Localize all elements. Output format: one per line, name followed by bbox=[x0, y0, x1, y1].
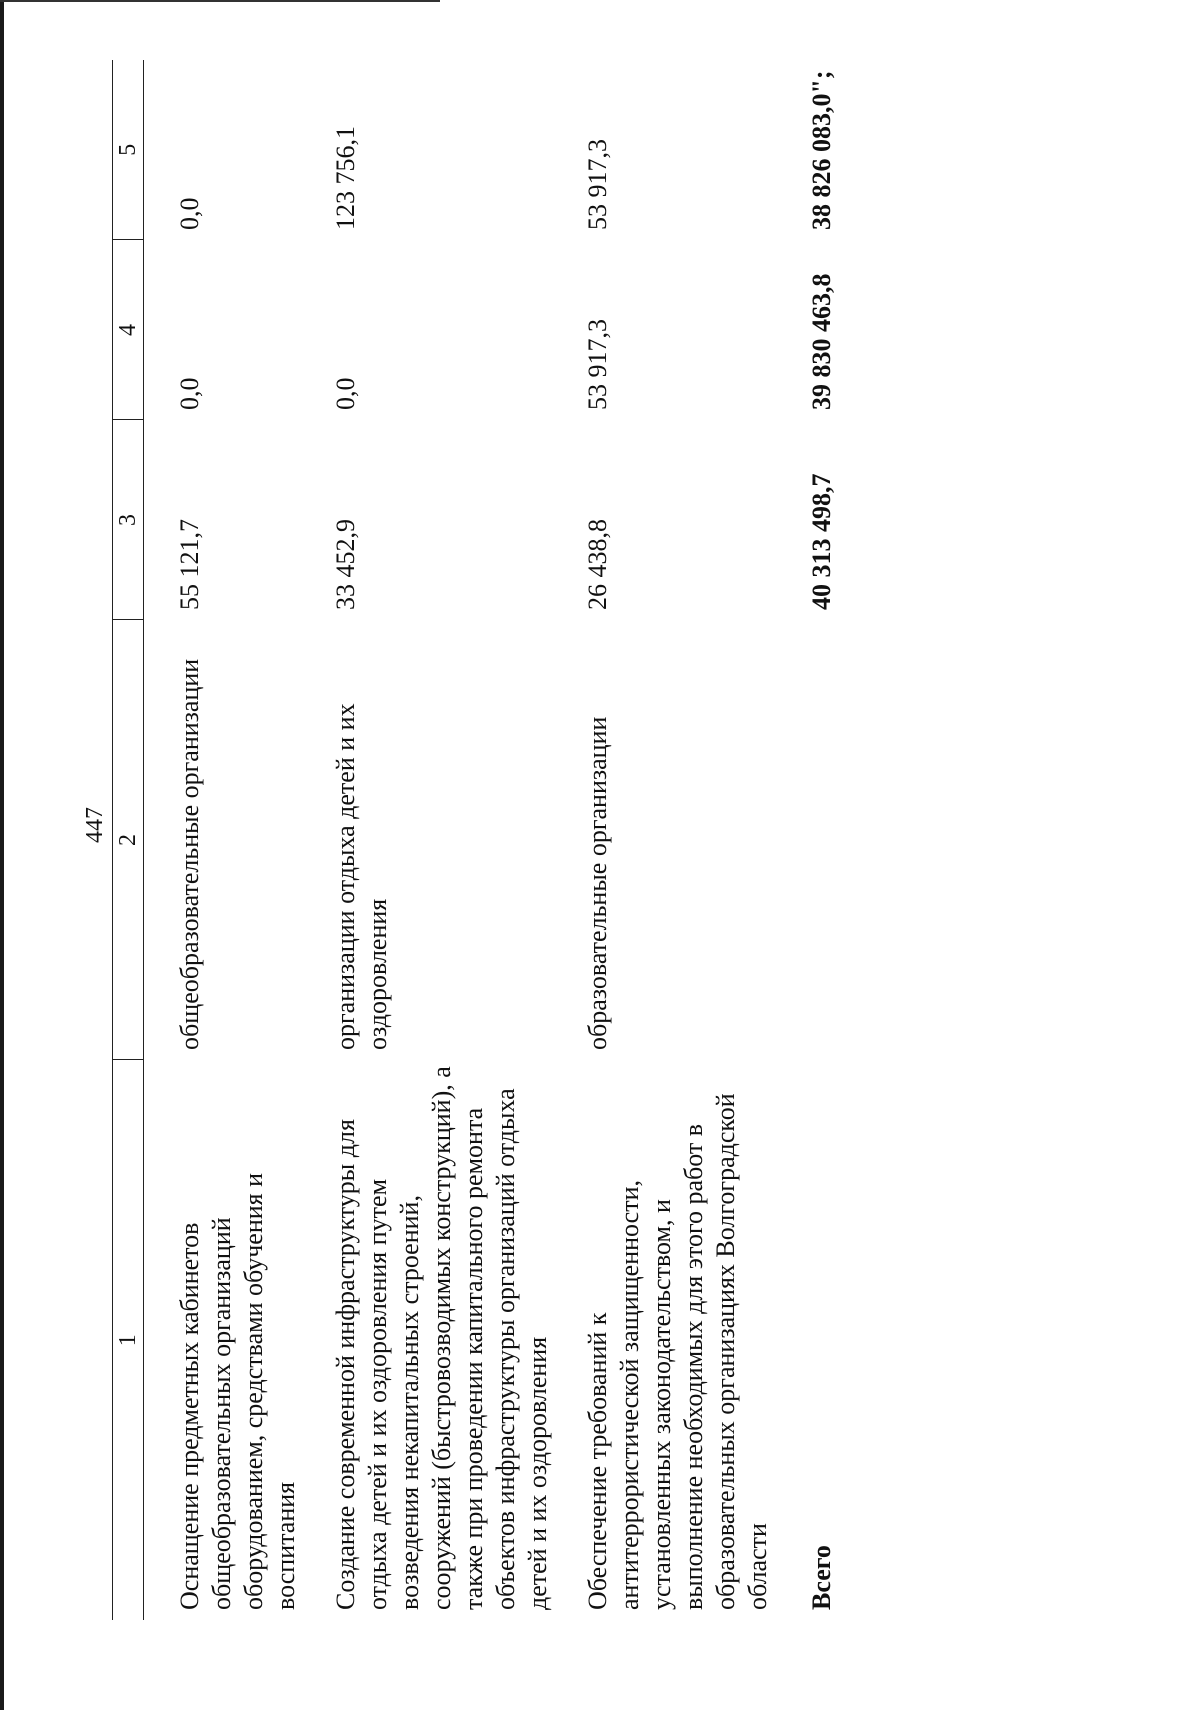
row-value-col5: 0,0 bbox=[175, 197, 204, 230]
column-header-4: 4 bbox=[113, 240, 144, 420]
column-header-2: 2 bbox=[113, 620, 144, 1060]
budget-table bbox=[112, 60, 838, 1620]
row-recipient: организации отдыха детей и их оздоровления bbox=[331, 703, 392, 1050]
table-row bbox=[308, 60, 560, 1620]
column-header-1: 1 bbox=[113, 1060, 144, 1620]
column-header-3: 3 bbox=[113, 420, 144, 620]
row-value-col3: 26 438,8 bbox=[583, 519, 612, 610]
table-row bbox=[560, 60, 780, 1620]
row-description: Оснащение предметных кабинетов общеобразовательных организаций оборудованием, средствами обучения и воспитания bbox=[175, 1172, 300, 1610]
scan-edge-left bbox=[0, 0, 4, 1710]
rotated-page bbox=[80, 45, 1130, 1645]
total-empty bbox=[780, 620, 838, 1060]
total-col5: 38 826 083,0"; bbox=[807, 70, 836, 230]
page-number: 447 bbox=[82, 807, 108, 843]
column-header-5: 5 bbox=[113, 60, 144, 240]
row-value-col5: 123 756,1 bbox=[331, 126, 360, 230]
row-value-col5: 53 917,3 bbox=[583, 139, 612, 230]
scan-edge-top bbox=[0, 0, 440, 2]
row-description: Создание современной инфраструктуры для отдыха детей и их оздоровления путем возведения некапитальных строений, сооружений (быстровозводимых конструкций), а также при проведении капитального ремонта объектов инфраструктуры организаций отдыха детей и их оздоровления bbox=[331, 1066, 552, 1610]
row-description: Обеспечение требований к антитеррористической защищенности, установленных законодательством, и выполнение необходимых для этого работ в образовательных организациях Волгоградской области bbox=[583, 1093, 772, 1610]
row-value-col3: 33 452,9 bbox=[331, 519, 360, 610]
total-row bbox=[780, 60, 838, 1620]
total-col3: 40 313 498,7 bbox=[807, 473, 836, 610]
row-value-col4: 53 917,3 bbox=[583, 319, 612, 410]
row-value-col4: 0,0 bbox=[175, 377, 204, 410]
row-value-col4: 0,0 bbox=[331, 377, 360, 410]
row-recipient: общеобразовательные организации bbox=[175, 658, 204, 1050]
header-row bbox=[113, 60, 144, 1620]
row-recipient: образовательные организации bbox=[583, 716, 612, 1050]
total-col4: 39 830 463,8 bbox=[807, 273, 836, 410]
total-label: Всего bbox=[807, 1545, 836, 1610]
table-row bbox=[144, 60, 309, 1620]
row-value-col3: 55 121,7 bbox=[175, 519, 204, 610]
